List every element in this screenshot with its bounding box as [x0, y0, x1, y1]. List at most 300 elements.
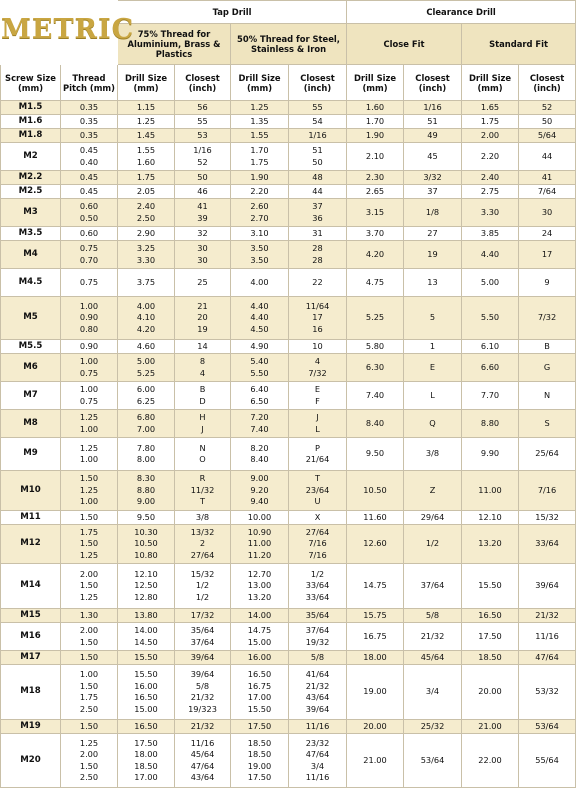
thread-pitch-value: 2.50	[79, 772, 99, 782]
std-closest-cell: 11/16	[519, 623, 576, 651]
t50-drill-size-value: 7.40	[250, 423, 269, 434]
std-closest-cell: 52	[519, 101, 576, 115]
t50-closest-cell	[289, 143, 347, 171]
t50-drill-size-value: 4.50	[250, 323, 269, 334]
thread-pitch-value: 1.25	[79, 737, 99, 748]
t75-closest-cell	[175, 720, 231, 734]
t50-drill-size-cell	[231, 511, 289, 525]
t75-closest-value: 21/32	[190, 720, 215, 731]
t50-drill-size-value: 11.20	[247, 549, 272, 560]
std-drill-size-cell: 5.50	[462, 297, 519, 340]
thread-50-header: 50% Thread for Steel, Stainless & Iron	[231, 24, 347, 65]
std-closest-cell: 9	[519, 269, 576, 297]
thread-pitch-cell	[61, 609, 118, 623]
t50-drill-size-value: 10.90	[247, 526, 272, 537]
t50-closest-cell	[289, 115, 347, 129]
std-drill-size-cell: 8.80	[462, 410, 519, 438]
close-drill-size-cell: 4.75	[347, 269, 404, 297]
thread-pitch-value: 2.00	[79, 625, 99, 635]
t50-drill-size-value: 4.40	[250, 300, 269, 311]
thread-pitch-value: 1.50	[79, 680, 99, 691]
t50-closest-cell	[289, 171, 347, 185]
thread-pitch-value: 0.60	[79, 227, 99, 238]
close-closest-cell: 3/4	[404, 665, 462, 720]
std-closest-cell: 33/64	[519, 525, 576, 564]
table-row	[1, 623, 576, 651]
thread-pitch-value: 1.00	[79, 496, 99, 507]
t50-closest-value: E	[314, 384, 321, 394]
t75-closest-value: 1/2	[195, 580, 210, 591]
t50-closest-value: U	[314, 496, 321, 507]
std-closest-cell: 30	[519, 199, 576, 227]
table-row	[1, 438, 576, 471]
t75-closest-value: 11/32	[190, 484, 215, 495]
close-drill-size-cell: 14.75	[347, 564, 404, 609]
t75-drill-size-value: 1.45	[136, 129, 156, 140]
t75-closest-value: J	[201, 423, 204, 434]
t50-closest-header: Closest (inch)	[289, 65, 347, 101]
screw-size-cell: M7	[1, 382, 61, 410]
t75-closest-cell	[175, 734, 231, 788]
close-drill-size-cell: 1.70	[347, 115, 404, 129]
thread-pitch-value: 1.50	[79, 511, 99, 522]
table-row	[1, 354, 576, 382]
t50-drill-size-value: 3.50	[250, 243, 269, 253]
thread-pitch-value: 0.45	[79, 171, 99, 182]
close-closest-cell: 5/8	[404, 609, 462, 623]
t75-closest-cell	[175, 471, 231, 511]
t50-drill-size-value: 18.50	[247, 737, 272, 748]
t50-closest-value: 19/32	[305, 636, 330, 647]
std-closest-header: Closest (inch)	[519, 65, 576, 101]
t75-drill-size-cell	[118, 382, 175, 410]
std-closest-cell: 53/64	[519, 720, 576, 734]
t50-closest-value: 5/8	[310, 651, 325, 662]
thread-pitch-cell	[61, 438, 118, 471]
std-drill-size-cell: 21.00	[462, 720, 519, 734]
table-row	[1, 525, 576, 564]
t75-closest-cell	[175, 651, 231, 665]
t50-closest-value: L	[315, 423, 320, 434]
close-closest-cell: 37	[404, 185, 462, 199]
t75-closest-value: 45/64	[190, 749, 215, 759]
std-closest-cell: 17	[519, 241, 576, 269]
t50-drill-size-value: 17.00	[247, 692, 272, 702]
close-closest-cell: 53/64	[404, 734, 462, 788]
t50-drill-size-value: 1.35	[250, 115, 269, 126]
t75-closest-value: O	[199, 454, 206, 464]
t75-drill-size-value: 3.25	[136, 243, 156, 253]
t50-closest-cell	[289, 199, 347, 227]
t75-closest-value: 43/64	[190, 772, 215, 782]
close-drill-size-cell: 20.00	[347, 720, 404, 734]
t50-closest-cell	[289, 438, 347, 471]
close-closest-cell: Q	[404, 410, 462, 438]
thread-pitch-value: 1.00	[79, 356, 99, 366]
t50-closest-value: 39/64	[305, 703, 330, 714]
t50-closest-value: 33/64	[305, 580, 330, 591]
t50-closest-value: 21/64	[305, 454, 330, 464]
thread-pitch-value: 0.45	[79, 145, 99, 155]
t75-drill-size-value: 6.00	[136, 384, 156, 394]
thread-pitch-value: 2.50	[79, 703, 99, 714]
t75-drill-size-value: 1.25	[136, 115, 156, 126]
t50-drill-size-value: 16.75	[247, 680, 272, 691]
close-closest-cell: L	[404, 382, 462, 410]
t75-closest-value: 56	[197, 101, 208, 112]
close-drill-size-cell: 10.50	[347, 471, 404, 511]
t50-closest-value: 41/64	[305, 669, 330, 679]
t50-closest-value: 3/4	[310, 760, 325, 771]
thread-pitch-cell	[61, 101, 118, 115]
t75-drill-size-cell	[118, 199, 175, 227]
thread-pitch-value: 1.00	[79, 384, 99, 394]
t75-closest-value: 32	[197, 227, 208, 238]
std-drill-size-cell: 17.50	[462, 623, 519, 651]
table-row	[1, 115, 576, 129]
t75-drill-size-cell	[118, 129, 175, 143]
thread-pitch-value: 1.50	[79, 651, 99, 662]
std-closest-cell: G	[519, 354, 576, 382]
t50-closest-cell	[289, 609, 347, 623]
t50-closest-value: 31	[312, 227, 323, 238]
t75-closest-value: 41	[197, 201, 208, 211]
t50-drill-size-cell	[231, 241, 289, 269]
close-drill-size-cell: 19.00	[347, 665, 404, 720]
table-row	[1, 410, 576, 438]
t75-closest-cell	[175, 382, 231, 410]
std-drill-size-cell: 1.75	[462, 115, 519, 129]
t50-closest-value: 7/16	[308, 538, 327, 549]
t75-drill-size-value: 12.80	[134, 591, 158, 602]
t50-drill-size-cell	[231, 734, 289, 788]
close-closest-cell: 49	[404, 129, 462, 143]
t50-drill-size-cell	[231, 340, 289, 354]
t50-closest-cell	[289, 185, 347, 199]
t50-closest-cell	[289, 410, 347, 438]
t50-closest-value: 1/2	[310, 568, 325, 579]
t50-drill-size-value: 12.70	[247, 568, 272, 579]
t75-drill-size-cell	[118, 609, 175, 623]
std-closest-cell: 15/32	[519, 511, 576, 525]
t75-drill-size-cell	[118, 471, 175, 511]
t75-closest-value: 3/8	[195, 511, 210, 522]
thread-pitch-value: 1.50	[79, 636, 99, 647]
t50-closest-cell	[289, 297, 347, 340]
t50-drill-size-cell	[231, 410, 289, 438]
thread-pitch-cell	[61, 143, 118, 171]
t50-drill-size-value: 17.50	[247, 720, 272, 731]
t50-drill-size-value: 1.25	[250, 101, 269, 112]
t75-closest-cell	[175, 199, 231, 227]
thread-pitch-value: 1.00	[79, 454, 99, 464]
t75-drill-size-header: Drill Size (mm)	[118, 65, 175, 101]
t75-closest-value: 11/16	[190, 737, 215, 748]
t75-drill-size-value: 15.50	[134, 651, 158, 662]
t50-drill-size-value: 13.00	[247, 580, 272, 591]
screw-size-cell: M3	[1, 199, 61, 227]
t75-drill-size-value: 1.15	[136, 101, 156, 112]
std-closest-cell: 39/64	[519, 564, 576, 609]
t50-closest-value: 16	[312, 323, 323, 334]
screw-size-cell: M9	[1, 438, 61, 471]
close-closest-cell: 51	[404, 115, 462, 129]
thread-pitch-value: 1.00	[79, 423, 99, 434]
t50-drill-size-cell	[231, 101, 289, 115]
tap-drill-header: Tap Drill	[118, 1, 347, 24]
close-drill-size-cell: 16.75	[347, 623, 404, 651]
t50-drill-size-value: 1.70	[250, 145, 269, 155]
t50-closest-cell	[289, 471, 347, 511]
t75-drill-size-value: 4.60	[136, 340, 156, 351]
thread-pitch-value: 1.50	[79, 760, 99, 771]
t50-drill-size-cell	[231, 115, 289, 129]
t75-closest-cell	[175, 438, 231, 471]
t75-drill-size-value: 1.75	[136, 171, 156, 182]
close-closest-cell: 3/8	[404, 438, 462, 471]
thread-75-header: 75% Thread for Aluminium, Brass & Plastics	[118, 24, 231, 65]
t75-drill-size-cell	[118, 227, 175, 241]
close-drill-size-cell: 2.30	[347, 171, 404, 185]
t50-drill-size-cell	[231, 471, 289, 511]
table-row	[1, 129, 576, 143]
std-drill-size-cell: 3.30	[462, 199, 519, 227]
t50-drill-size-value: 14.75	[247, 625, 272, 635]
table-row	[1, 720, 576, 734]
t75-closest-value: 53	[197, 129, 208, 140]
thread-pitch-cell	[61, 241, 118, 269]
thread-pitch-cell	[61, 564, 118, 609]
t50-drill-size-value: 2.70	[250, 212, 269, 223]
screw-size-cell: M4.5	[1, 269, 61, 297]
table-row	[1, 297, 576, 340]
t75-closest-cell	[175, 129, 231, 143]
t50-drill-size-value: 4.00	[250, 276, 269, 287]
t75-closest-cell	[175, 241, 231, 269]
thread-pitch-value: 1.50	[79, 720, 99, 731]
screw-size-cell: M2.5	[1, 185, 61, 199]
thread-pitch-cell	[61, 720, 118, 734]
t75-closest-value: 1/2	[195, 591, 210, 602]
std-drill-size-cell: 2.40	[462, 171, 519, 185]
t75-closest-value: 2	[199, 538, 206, 549]
t75-drill-size-cell	[118, 143, 175, 171]
close-closest-cell: 45/64	[404, 651, 462, 665]
t50-drill-size-value: 6.40	[250, 384, 269, 394]
thread-pitch-cell	[61, 115, 118, 129]
t50-closest-cell	[289, 623, 347, 651]
t75-closest-cell	[175, 185, 231, 199]
table-row	[1, 340, 576, 354]
thread-pitch-value: 0.35	[79, 129, 99, 140]
t75-closest-value: 1/16	[193, 145, 212, 155]
std-drill-size-cell: 3.85	[462, 227, 519, 241]
t50-drill-size-cell	[231, 382, 289, 410]
standard-fit-header: Standard Fit	[462, 24, 576, 65]
std-drill-size-cell: 2.20	[462, 143, 519, 171]
t50-closest-value: 22	[312, 276, 323, 287]
t50-drill-size-cell	[231, 665, 289, 720]
table-row	[1, 185, 576, 199]
t75-drill-size-cell	[118, 171, 175, 185]
std-drill-size-cell: 11.00	[462, 471, 519, 511]
t75-closest-cell	[175, 297, 231, 340]
screw-size-cell: M15	[1, 609, 61, 623]
t50-drill-size-value: 1.75	[250, 156, 269, 167]
t75-drill-size-cell	[118, 734, 175, 788]
t75-drill-size-value: 16.00	[134, 680, 158, 691]
std-drill-size-cell: 7.70	[462, 382, 519, 410]
std-closest-cell: 24	[519, 227, 576, 241]
t50-drill-size-value: 9.00	[250, 473, 269, 484]
t50-drill-size-value: 13.20	[247, 591, 272, 602]
close-drill-size-cell: 5.80	[347, 340, 404, 354]
t75-drill-size-cell	[118, 720, 175, 734]
close-closest-cell: E	[404, 354, 462, 382]
t50-drill-size-cell	[231, 143, 289, 171]
thread-pitch-value: 0.45	[79, 185, 99, 196]
std-closest-cell: 25/64	[519, 438, 576, 471]
t75-drill-size-value: 7.00	[136, 423, 156, 434]
t75-drill-size-cell	[118, 101, 175, 115]
t50-closest-value: 37	[312, 201, 323, 211]
t50-drill-size-value: 8.40	[250, 454, 269, 464]
t50-drill-size-value: 1.90	[250, 171, 269, 182]
thread-pitch-value: 1.25	[79, 484, 99, 495]
t75-drill-size-cell	[118, 269, 175, 297]
t50-drill-size-value: 3.10	[250, 227, 269, 238]
t50-drill-size-value: 4.90	[250, 340, 269, 351]
t50-drill-size-value: 16.50	[247, 669, 272, 679]
close-closest-cell: 5	[404, 297, 462, 340]
t50-closest-value: 36	[312, 212, 323, 223]
std-closest-cell: 7/16	[519, 471, 576, 511]
t75-closest-value: 35/64	[190, 625, 215, 635]
t50-closest-value: 4	[314, 356, 321, 366]
t50-drill-size-value: 3.50	[250, 254, 269, 265]
t50-drill-size-cell	[231, 199, 289, 227]
t75-closest-value: 14	[197, 340, 208, 351]
t50-drill-size-value: 6.50	[250, 395, 269, 406]
table-row	[1, 143, 576, 171]
thread-pitch-cell	[61, 525, 118, 564]
close-fit-header: Close Fit	[347, 24, 462, 65]
close-closest-cell: 45	[404, 143, 462, 171]
t75-drill-size-cell	[118, 185, 175, 199]
t50-closest-value: T	[315, 473, 321, 484]
std-drill-size-cell: 6.60	[462, 354, 519, 382]
close-drill-size-cell: 3.15	[347, 199, 404, 227]
t75-closest-value: 39/64	[190, 669, 215, 679]
t75-closest-value: H	[199, 412, 206, 422]
thread-pitch-value: 0.75	[79, 395, 99, 406]
std-closest-cell: 7/64	[519, 185, 576, 199]
t75-drill-size-value: 13.80	[134, 609, 158, 620]
std-closest-cell: 44	[519, 143, 576, 171]
t50-closest-value: 27/64	[305, 526, 330, 537]
t75-closest-cell	[175, 525, 231, 564]
close-drill-size-cell: 2.65	[347, 185, 404, 199]
thread-pitch-value: 0.70	[79, 254, 99, 265]
t50-closest-cell	[289, 354, 347, 382]
t50-drill-size-cell	[231, 171, 289, 185]
std-drill-size-cell: 4.40	[462, 241, 519, 269]
t50-closest-value: 11/64	[305, 300, 330, 311]
t75-drill-size-cell	[118, 340, 175, 354]
t50-drill-size-value: 15.00	[247, 636, 272, 647]
t50-closest-value: 35/64	[305, 609, 330, 620]
std-closest-cell: 7/32	[519, 297, 576, 340]
table-header	[1, 1, 576, 101]
logo-text: METRIC	[1, 14, 135, 45]
t75-closest-value: T	[199, 496, 205, 507]
screw-size-cell: M18	[1, 665, 61, 720]
close-closest-cell: 1/2	[404, 525, 462, 564]
t75-closest-cell	[175, 171, 231, 185]
thread-pitch-cell	[61, 129, 118, 143]
t50-closest-value: 44	[312, 185, 323, 196]
t50-drill-size-value: 5.40	[250, 356, 269, 366]
t75-closest-value: 17/32	[190, 609, 215, 620]
thread-pitch-value: 0.90	[79, 312, 99, 323]
screw-size-cell: M6	[1, 354, 61, 382]
thread-pitch-cell	[61, 651, 118, 665]
t75-closest-value: 39/64	[190, 651, 215, 662]
thread-pitch-cell	[61, 171, 118, 185]
close-closest-cell: 1/8	[404, 199, 462, 227]
close-drill-size-cell: 5.25	[347, 297, 404, 340]
t50-closest-value: 55	[312, 101, 323, 112]
close-closest-cell: 25/32	[404, 720, 462, 734]
std-drill-size-cell: 9.90	[462, 438, 519, 471]
std-drill-size-cell: 22.00	[462, 734, 519, 788]
std-drill-size-cell: 2.75	[462, 185, 519, 199]
t50-closest-value: 33/64	[305, 591, 330, 602]
t75-drill-size-value: 5.25	[136, 367, 156, 378]
screw-size-cell: M1.6	[1, 115, 61, 129]
t75-drill-size-cell	[118, 438, 175, 471]
thread-pitch-value: 1.25	[79, 549, 99, 560]
t75-drill-size-cell	[118, 651, 175, 665]
thread-pitch-value: 0.35	[79, 101, 99, 112]
thread-pitch-value: 1.50	[79, 580, 99, 591]
t50-closest-value: 47/64	[305, 749, 330, 759]
t50-drill-size-cell	[231, 185, 289, 199]
thread-pitch-value: 0.75	[79, 367, 99, 378]
t50-drill-size-value: 5.50	[250, 367, 269, 378]
t75-drill-size-value: 15.00	[134, 703, 158, 714]
t75-drill-size-value: 2.05	[136, 185, 156, 196]
std-drill-size-cell: 15.50	[462, 564, 519, 609]
t50-drill-size-value: 18.50	[247, 749, 272, 759]
t75-closest-cell	[175, 143, 231, 171]
t50-closest-value: X	[314, 511, 321, 522]
t75-drill-size-value: 10.50	[134, 538, 158, 549]
thread-pitch-value: 1.25	[79, 442, 99, 453]
screw-size-cell: M5	[1, 297, 61, 340]
t50-closest-value: J	[316, 412, 319, 422]
t50-drill-size-value: 15.50	[247, 703, 272, 714]
t75-closest-cell	[175, 609, 231, 623]
t75-drill-size-value: 16.50	[134, 692, 158, 702]
t50-closest-value: F	[315, 395, 320, 406]
thread-pitch-cell	[61, 297, 118, 340]
thread-pitch-value: 2.00	[79, 568, 99, 579]
t75-closest-cell	[175, 665, 231, 720]
std-closest-cell: 53/32	[519, 665, 576, 720]
t75-drill-size-value: 18.50	[134, 760, 158, 771]
t75-closest-value: 21	[197, 300, 208, 311]
